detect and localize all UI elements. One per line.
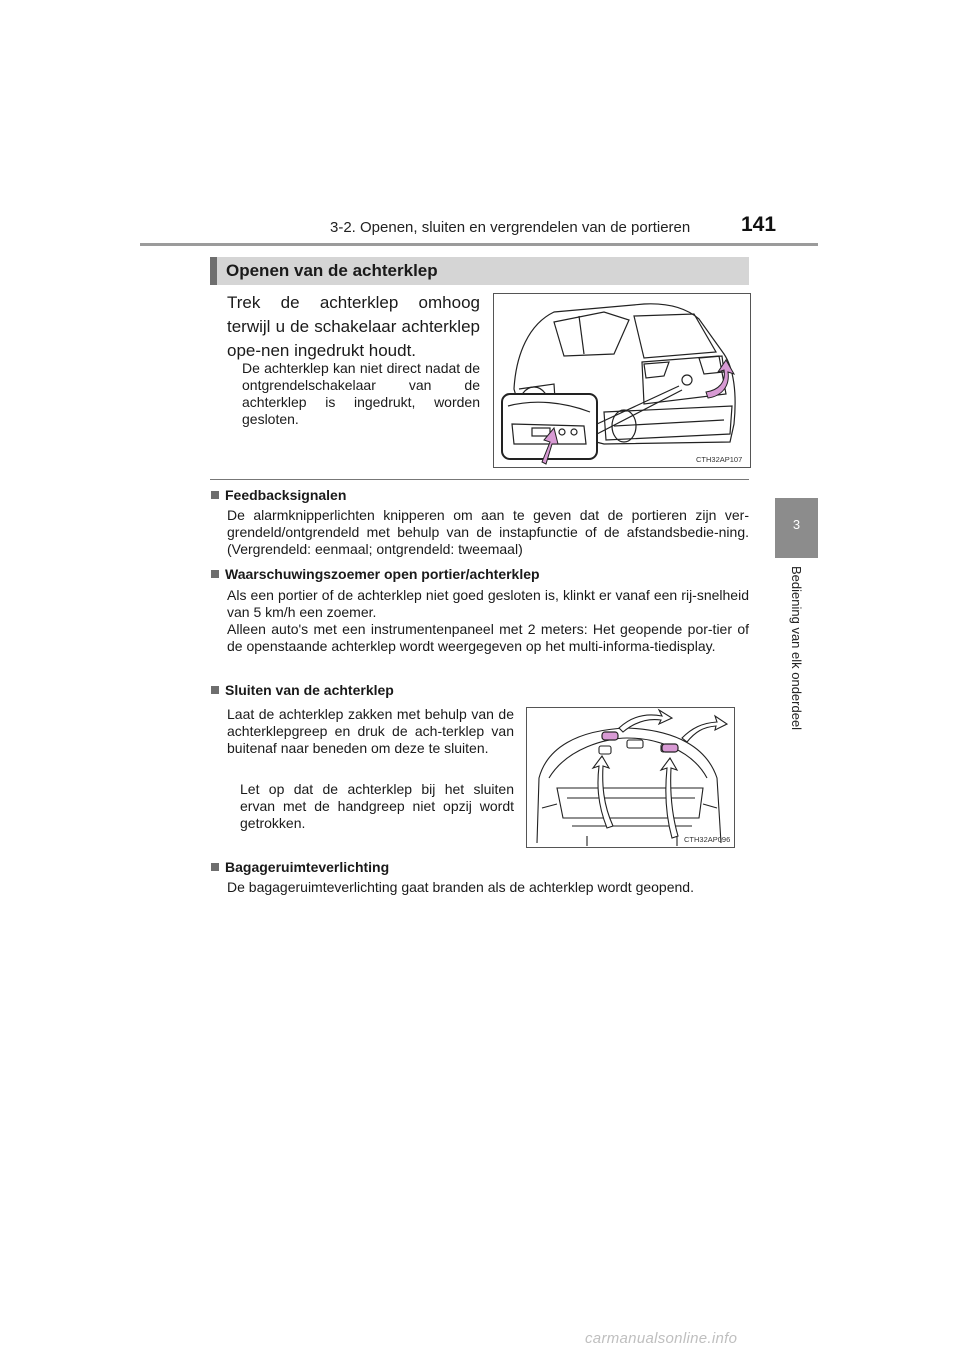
item-body-buzzer-2: Alleen auto's met een instrumentenpaneel met 2 meters: Het geopende por-tier of de openstaande achterklep wordt weergegeven op het multi-informa-tiedisplay. (227, 621, 749, 654)
item-heading-text: Bagageruimteverlichting (225, 859, 390, 875)
item-heading-feedback (211, 487, 346, 503)
tailgate-close-illustration (526, 707, 735, 848)
item-heading-text: Waarschuwingszoemer open portier/achterklep (225, 566, 540, 582)
running-header: 3-2. Openen, sluiten en vergrendelen van de portieren (330, 219, 691, 236)
section-note: De achterklep kan niet direct nadat de ontgrendelschakelaar van de achterklep is ingedrukt, worden gesloten. (242, 360, 480, 427)
item-heading-closing (211, 682, 394, 698)
bullet-square-icon (211, 863, 219, 871)
header-rule (140, 243, 818, 246)
chapter-number: 3 (792, 517, 801, 532)
bullet-square-icon (211, 491, 219, 499)
watermark: carmanualsonline.info (585, 1330, 738, 1347)
section-heading-accent (210, 257, 217, 285)
item-heading-text: Feedbacksignalen (225, 487, 347, 503)
item-heading-buzzer (211, 566, 540, 582)
page-number: 141 (741, 213, 777, 236)
section-title: Openen van de achterklep (226, 261, 438, 280)
item-body-lighting: De bagageruimteverlichting gaat branden als de achterklep wordt geopend. (227, 879, 694, 895)
tailgate-open-illustration (493, 293, 751, 468)
item-body-buzzer: Als een portier of de achterklep niet goed gesloten is, klinkt er vanaf een rij-snelheid van 5 km/h een zoemer. (227, 587, 749, 620)
item-body-closing: Laat de achterklep zakken met behulp van de achterklepgreep en druk de ach-terklep van buitenaf naar beneden om deze te sluiten. (227, 706, 514, 756)
figure-code: CTH32AP107 (696, 455, 743, 464)
car-rear-drawing (494, 294, 750, 467)
section-intro: Trek de achterklep omhoog terwijl u de schakelaar achterklep ope-nen ingedrukt houdt. (227, 293, 480, 360)
section-divider (210, 479, 749, 480)
open-tailgate-drawing (527, 708, 734, 847)
bullet-square-icon (211, 570, 219, 578)
item-note-closing: Let op dat de achterklep bij het sluiten ervan met de handgreep niet opzij wordt getrokken. (240, 781, 514, 831)
item-body-feedback: De alarmknipperlichten knipperen om aan te geven dat de portieren zijn ver-grendeld/ontgrendeld met behulp van de instapfunctie of de afstandsbedie-ning. (Vergrendeld: eenmaal; ontgrendeld: tweemaal) (227, 507, 749, 557)
bullet-square-icon (211, 686, 219, 694)
item-heading-text: Sluiten van de achterklep (225, 682, 394, 698)
item-heading-lighting (211, 859, 389, 875)
figure-code: CTH32AP096 (684, 835, 731, 844)
chapter-title: Bediening van elk onderdeel (789, 566, 804, 731)
